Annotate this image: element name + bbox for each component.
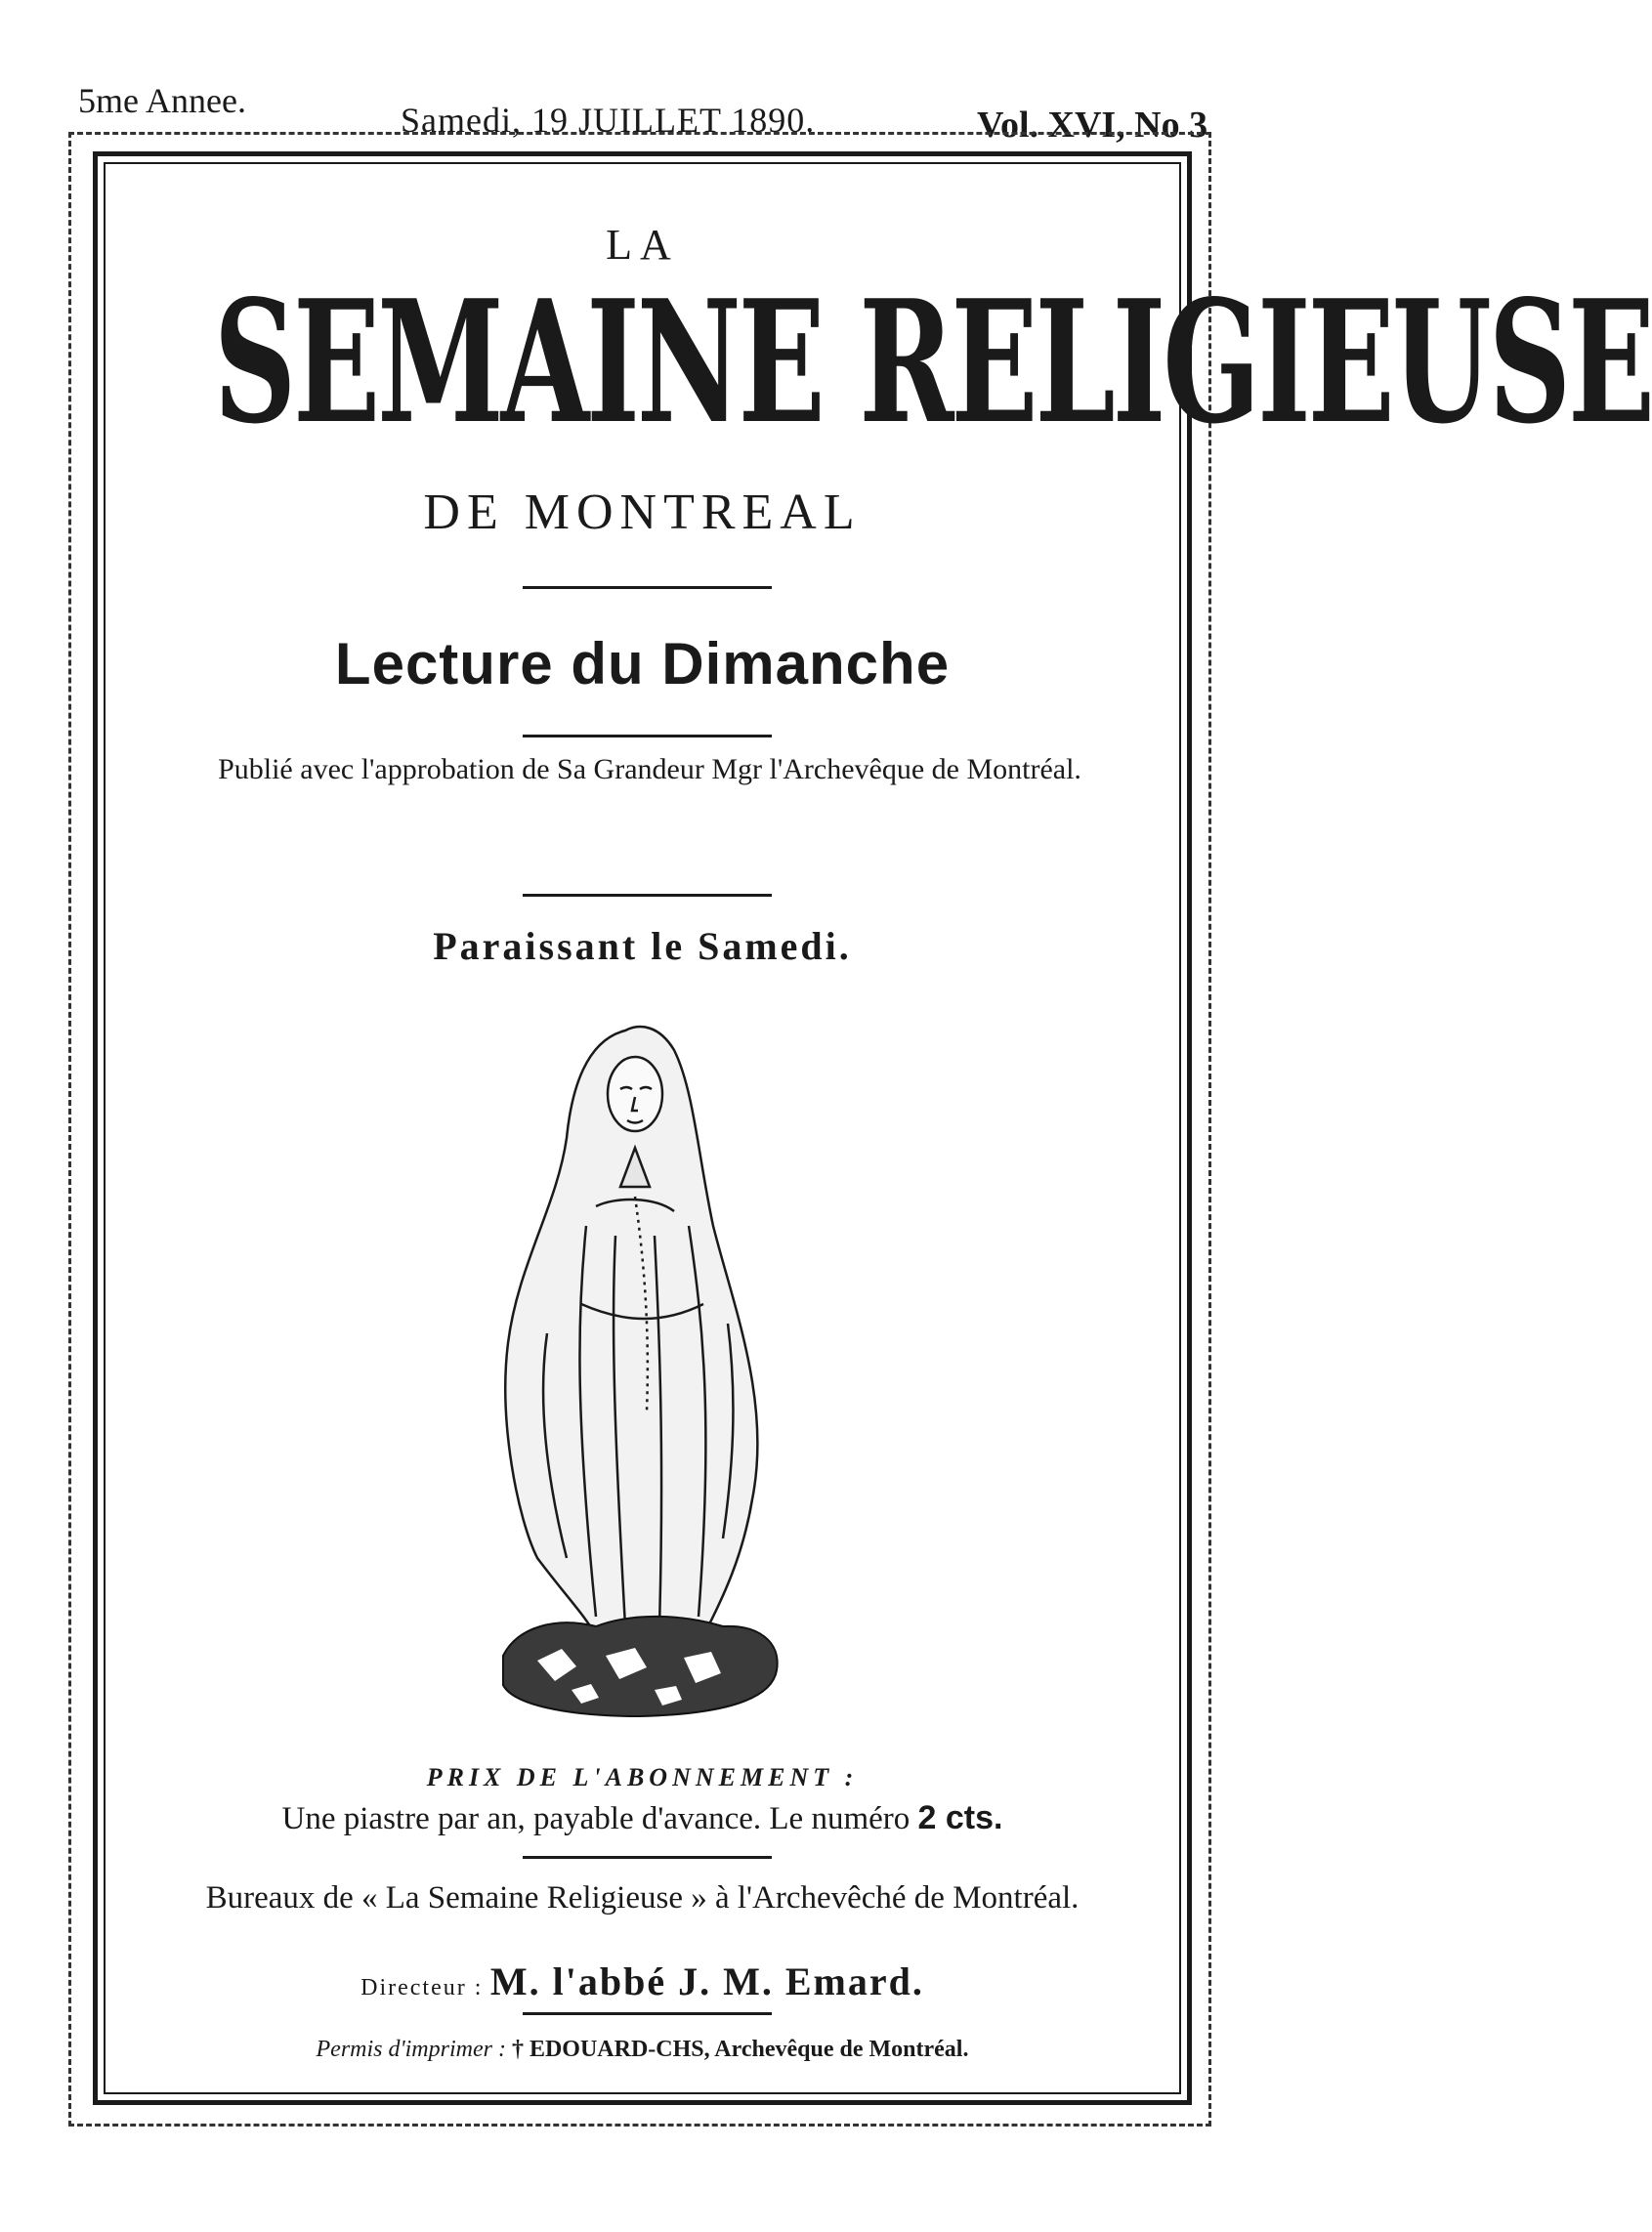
divider (523, 2012, 772, 2015)
director-label: Directeur : (360, 1975, 484, 2000)
subscription-price: 2 cts. (917, 1799, 1003, 1836)
volume-number: Vol. XVI, No 3 (977, 105, 1208, 146)
divider (523, 1856, 772, 1859)
imprimatur-line (93, 2037, 1192, 2063)
approbation-notice: Publié avec l'approbation de Sa Grandeur Mgr l'Archevêque de Montréal. (218, 753, 1081, 785)
divider (523, 894, 772, 897)
subscription-heading: PRIX DE L'ABONNEMENT : (426, 1763, 859, 1791)
imprimatur-label: Permis d'imprimer : (316, 2037, 506, 2062)
subscription-text: Une piastre par an, payable d'avance. Le numéro (281, 1801, 911, 1836)
director-line (93, 1958, 1192, 2004)
publication-schedule: Paraissant le Samedi. (433, 924, 852, 968)
masthead-title: SEMAINE RELIGIEUSE (213, 264, 1652, 462)
virgin-mary-statue-icon (479, 1011, 801, 1724)
masthead-city: DE MONTREAL (423, 484, 862, 540)
offices-notice: Bureaux de « La Semaine Religieuse » à l'Archevêché de Montréal. (205, 1880, 1080, 1916)
imprimatur-signature: † EDOUARD-CHS, Archevêque de Montréal. (511, 2037, 969, 2062)
subscription-terms (93, 1799, 1192, 1837)
year-label: 5me Annee. (78, 81, 246, 120)
divider (523, 586, 772, 589)
director-name: M. l'abbé J. M. Emard. (489, 1959, 924, 2003)
header-line (0, 61, 1368, 146)
masthead-article: LA (606, 221, 679, 269)
divider (523, 735, 772, 737)
masthead-subtitle: Lecture du Dimanche (334, 631, 951, 696)
issue-date: Samedi, 19 JUILLET 1890. (401, 101, 816, 140)
